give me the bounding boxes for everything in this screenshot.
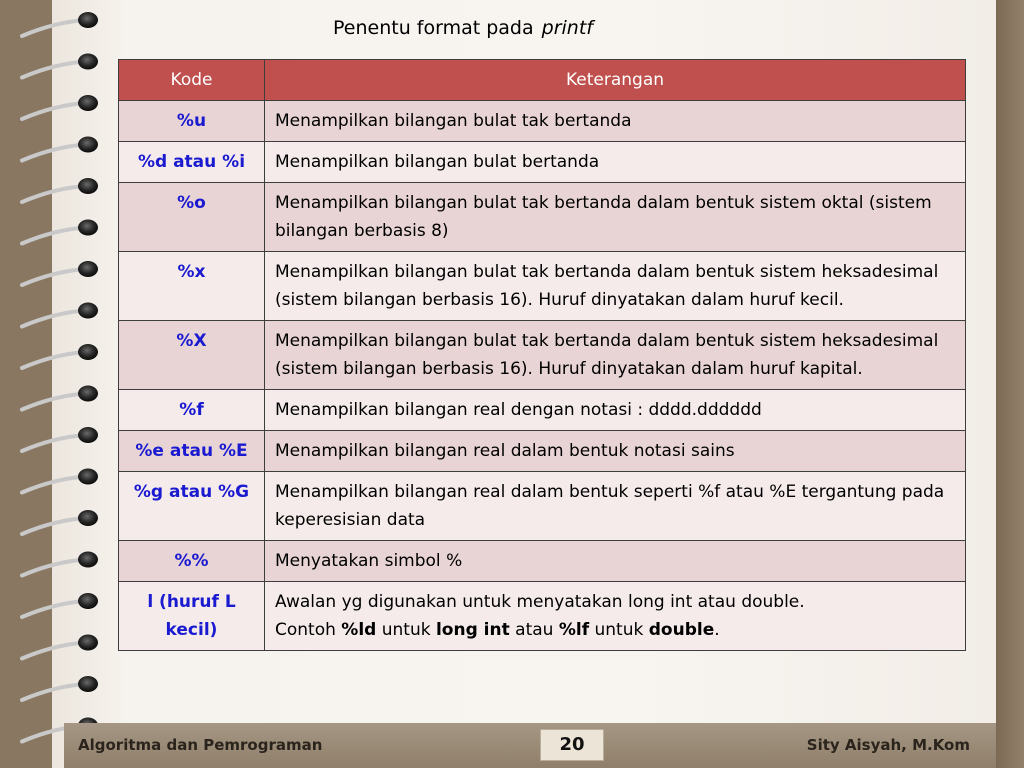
page-number: 20	[540, 729, 604, 761]
spiral-wire	[22, 269, 86, 285]
format-specifier-table	[118, 59, 966, 651]
spiral-wire	[22, 62, 86, 78]
description-cell: Menampilkan bilangan real dengan notasi : dddd.dddddd	[265, 390, 966, 431]
spiral-wire	[22, 186, 86, 202]
binding-hole	[78, 303, 98, 319]
header-keterangan: Keterangan	[265, 60, 966, 101]
example-type-long-int: long int	[435, 620, 510, 640]
code-cell: %f	[119, 390, 265, 431]
table-row	[119, 472, 966, 541]
code-cell: %%	[119, 541, 265, 582]
footer-bar	[64, 723, 996, 768]
example-text: untuk	[376, 620, 436, 640]
code-cell: %e atau %E	[119, 431, 265, 472]
spiral-wire	[22, 601, 86, 617]
spiral-wire	[22, 352, 86, 368]
table-row	[119, 252, 966, 321]
binding-hole	[78, 344, 98, 360]
code-cell: %g atau %G	[119, 472, 265, 541]
spiral-wire	[22, 394, 86, 410]
spiral-wire	[22, 311, 86, 327]
binding-hole	[78, 137, 98, 153]
description-cell: Menampilkan bilangan real dalam bentuk notasi sains	[265, 431, 966, 472]
description-cell: Menampilkan bilangan real dalam bentuk seperti %f atau %E tergantung pada keperesisian data	[265, 472, 966, 541]
binding-hole	[78, 220, 98, 236]
table-row	[119, 541, 966, 582]
binding-hole	[78, 178, 98, 194]
code-cell: %x	[119, 252, 265, 321]
description-cell: Menampilkan bilangan bulat tak bertanda dalam bentuk sistem heksadesimal (sistem bilangan berbasis 16). Huruf dinyatakan dalam huruf kecil.	[265, 252, 966, 321]
title-text: Penentu format pada	[333, 17, 534, 39]
table-row	[119, 431, 966, 472]
description-cell: Menampilkan bilangan bulat bertanda	[265, 142, 966, 183]
header-kode: Kode	[119, 60, 265, 101]
course-name: Algoritma dan Pemrograman	[78, 736, 323, 754]
code-cell: l (huruf L kecil)	[119, 582, 265, 651]
prefix-description: Awalan yg digunakan untuk menyatakan long int atau double.	[275, 592, 805, 612]
example-code-lf: %lf	[558, 620, 590, 640]
description-cell	[265, 582, 966, 651]
right-border	[996, 0, 1024, 768]
binding-hole	[78, 593, 98, 609]
example-text: untuk	[589, 620, 649, 640]
spiral-wire	[22, 643, 86, 659]
table-header-row	[119, 60, 966, 101]
example-text: .	[714, 620, 720, 640]
table-row	[119, 582, 966, 651]
code-cell: %o	[119, 183, 265, 252]
spiral-wire	[22, 228, 86, 244]
slide-title	[0, 17, 926, 39]
table-row	[119, 390, 966, 431]
table-row	[119, 142, 966, 183]
spiral-wire	[22, 518, 86, 534]
example-text: atau	[509, 620, 559, 640]
binding-hole	[78, 54, 98, 70]
spiral-binding	[0, 0, 110, 768]
binding-hole	[78, 469, 98, 485]
description-cell: Menampilkan bilangan bulat tak bertanda dalam bentuk sistem oktal (sistem bilangan berbasis 8)	[265, 183, 966, 252]
binding-hole	[78, 635, 98, 651]
spiral-wire	[22, 435, 86, 451]
binding-hole	[78, 552, 98, 568]
spiral-wire	[22, 560, 86, 576]
example-text: Contoh	[275, 620, 342, 640]
code-cell: %u	[119, 101, 265, 142]
description-cell: Menampilkan bilangan bulat tak bertanda dalam bentuk sistem heksadesimal (sistem bilangan berbasis 16). Huruf dinyatakan dalam huruf kapital.	[265, 321, 966, 390]
code-cell: %X	[119, 321, 265, 390]
binding-hole	[78, 510, 98, 526]
example-type-double: double	[648, 620, 715, 640]
spiral-wire	[22, 477, 86, 493]
spiral-wire	[22, 145, 86, 161]
binding-hole	[78, 95, 98, 111]
table-row	[119, 101, 966, 142]
table-row	[119, 321, 966, 390]
author-name: Sity Aisyah, M.Kom	[806, 736, 970, 754]
binding-hole	[78, 427, 98, 443]
code-cell: %d atau %i	[119, 142, 265, 183]
spiral-wire	[22, 684, 86, 700]
table-row	[119, 183, 966, 252]
binding-hole	[78, 676, 98, 692]
binding-hole	[78, 386, 98, 402]
description-cell: Menampilkan bilangan bulat tak bertanda	[265, 101, 966, 142]
spiral-wire	[22, 103, 86, 119]
example-code-ld: %ld	[341, 620, 377, 640]
description-cell: Menyatakan simbol %	[265, 541, 966, 582]
binding-hole	[78, 261, 98, 277]
title-italic: printf	[541, 17, 593, 39]
